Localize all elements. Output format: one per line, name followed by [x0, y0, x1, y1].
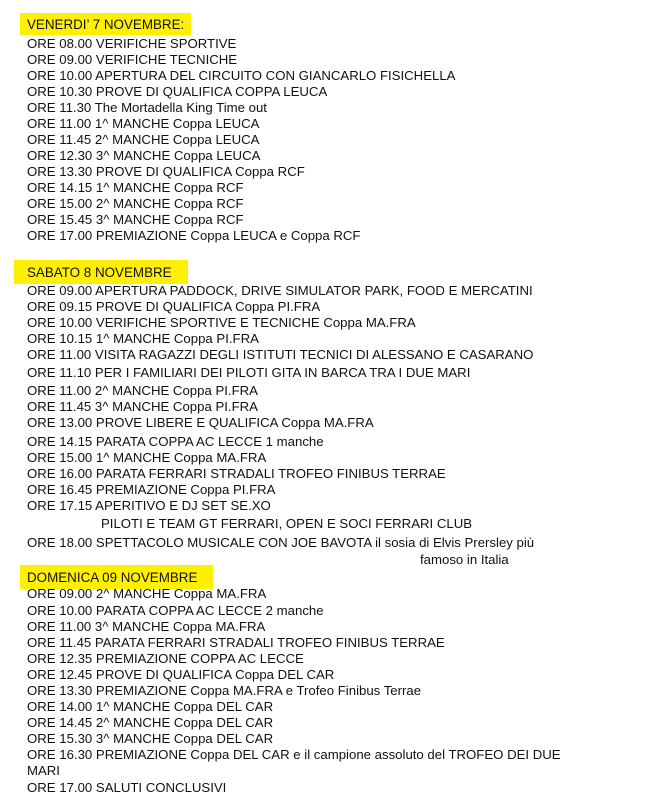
- schedule-line: ORE 10.00 PARATA COPPA AC LECCE 2 manche: [27, 603, 324, 618]
- schedule-line: ORE 11.30 The Mortadella King Time out: [27, 100, 267, 115]
- schedule-line: ORE 08.00 VERIFICHE SPORTIVE: [27, 36, 237, 51]
- schedule-line: ORE 15.00 2^ MANCHE Coppa RCF: [27, 196, 244, 211]
- schedule-line: ORE 11.00 VISITA RAGAZZI DEGLI ISTITUTI TECNICI DI ALESSANO E CASARANO: [27, 347, 534, 362]
- schedule-line: ORE 11.00 3^ MANCHE Coppa MA.FRA: [27, 619, 266, 634]
- schedule-line: ORE 16.00 PARATA FERRARI STRADALI TROFEO FINIBUS TERRAE: [27, 466, 446, 481]
- schedule-line: ORE 13.00 PROVE LIBERE E QUALIFICA Coppa MA.FRA: [27, 415, 374, 430]
- schedule-line: ORE 14.45 2^ MANCHE Coppa DEL CAR: [27, 715, 274, 730]
- schedule-line: ORE 11.00 1^ MANCHE Coppa LEUCA: [27, 116, 260, 131]
- schedule-line: ORE 17.00 SALUTI CONCLUSIVI: [27, 780, 227, 795]
- schedule-line: ORE 14.15 PARATA COPPA AC LECCE 1 manche: [27, 434, 324, 449]
- schedule-line: ORE 09.00 VERIFICHE TECNICHE: [27, 52, 238, 67]
- day-title: SABATO 8 NOVEMBRE: [27, 265, 172, 280]
- schedule-line: ORE 14.00 1^ MANCHE Coppa DEL CAR: [27, 699, 274, 714]
- schedule-line: ORE 18.00 SPETTACOLO MUSICALE CON JOE BAVOTA il sosia di Elvis Prersley più: [27, 535, 535, 550]
- day-title: VENERDI’ 7 NOVEMBRE:: [27, 17, 185, 32]
- schedule-line: ORE 13.30 PREMIAZIONE Coppa MA.FRA e Trofeo Finibus Terrae: [27, 683, 422, 698]
- schedule-line: ORE 17.15 APERITIVO E DJ SET SE.XO: [27, 498, 271, 513]
- schedule-line: ORE 11.00 2^ MANCHE Coppa PI.FRA: [27, 383, 258, 398]
- schedule-line: ORE 11.45 3^ MANCHE Coppa PI.FRA: [27, 399, 258, 414]
- schedule-line: ORE 10.30 PROVE DI QUALIFICA COPPA LEUCA: [27, 84, 328, 99]
- schedule-line: ORE 15.45 3^ MANCHE Coppa RCF: [27, 212, 244, 227]
- schedule-line: ORE 13.30 PROVE DI QUALIFICA Coppa RCF: [27, 164, 305, 179]
- schedule-line: ORE 09.15 PROVE DI QUALIFICA Coppa PI.FRA: [27, 299, 321, 314]
- schedule-line: ORE 10.15 1^ MANCHE Coppa PI.FRA: [27, 331, 259, 346]
- schedule-line: ORE 09.00 APERTURA PADDOCK, DRIVE SIMULATOR PARK, FOOD E MERCATINI: [27, 283, 533, 298]
- schedule-line: ORE 10.00 VERIFICHE SPORTIVE E TECNICHE Coppa MA.FRA: [27, 315, 416, 330]
- schedule-line: ORE 15.30 3^ MANCHE Coppa DEL CAR: [27, 731, 274, 746]
- schedule-line: ORE 15.00 1^ MANCHE Coppa MA.FRA: [27, 450, 267, 465]
- schedule-line: ORE 17.00 PREMIAZIONE Coppa LEUCA e Coppa RCF: [27, 228, 361, 243]
- schedule-line: ORE 12.30 3^ MANCHE Coppa LEUCA: [27, 148, 261, 163]
- schedule-line: ORE 16.45 PREMIAZIONE Coppa PI.FRA: [27, 482, 276, 497]
- schedule-line: ORE 14.15 1^ MANCHE Coppa RCF: [27, 180, 244, 195]
- schedule-line: ORE 10.00 APERTURA DEL CIRCUITO CON GIANCARLO FISICHELLA: [27, 68, 456, 83]
- schedule-line-continued: MARI: [27, 763, 60, 778]
- schedule-line: ORE 11.10 PER I FAMILIARI DEI PILOTI GITA IN BARCA TRA I DUE MARI: [27, 365, 471, 380]
- day-title: DOMENICA 09 NOVEMBRE: [27, 570, 198, 585]
- schedule-line: ORE 12.45 PROVE DI QUALIFICA Coppa DEL CAR: [27, 667, 335, 682]
- schedule-line: ORE 12.35 PREMIAZIONE COPPA AC LECCE: [27, 651, 304, 666]
- schedule-line-continued: famoso in Italia: [420, 552, 509, 567]
- schedule-line: ORE 16.30 PREMIAZIONE Coppa DEL CAR e il campione assoluto del TROFEO DEI DUE: [27, 747, 561, 762]
- schedule-line: ORE 11.45 2^ MANCHE Coppa LEUCA: [27, 132, 260, 147]
- schedule-line: ORE 11.45 PARATA FERRARI STRADALI TROFEO FINIBUS TERRAE: [27, 635, 445, 650]
- schedule-line-continued: PILOTI E TEAM GT FERRARI, OPEN E SOCI FERRARI CLUB: [101, 516, 473, 531]
- schedule-line: ORE 09.00 2^ MANCHE Coppa MA.FRA: [27, 586, 267, 601]
